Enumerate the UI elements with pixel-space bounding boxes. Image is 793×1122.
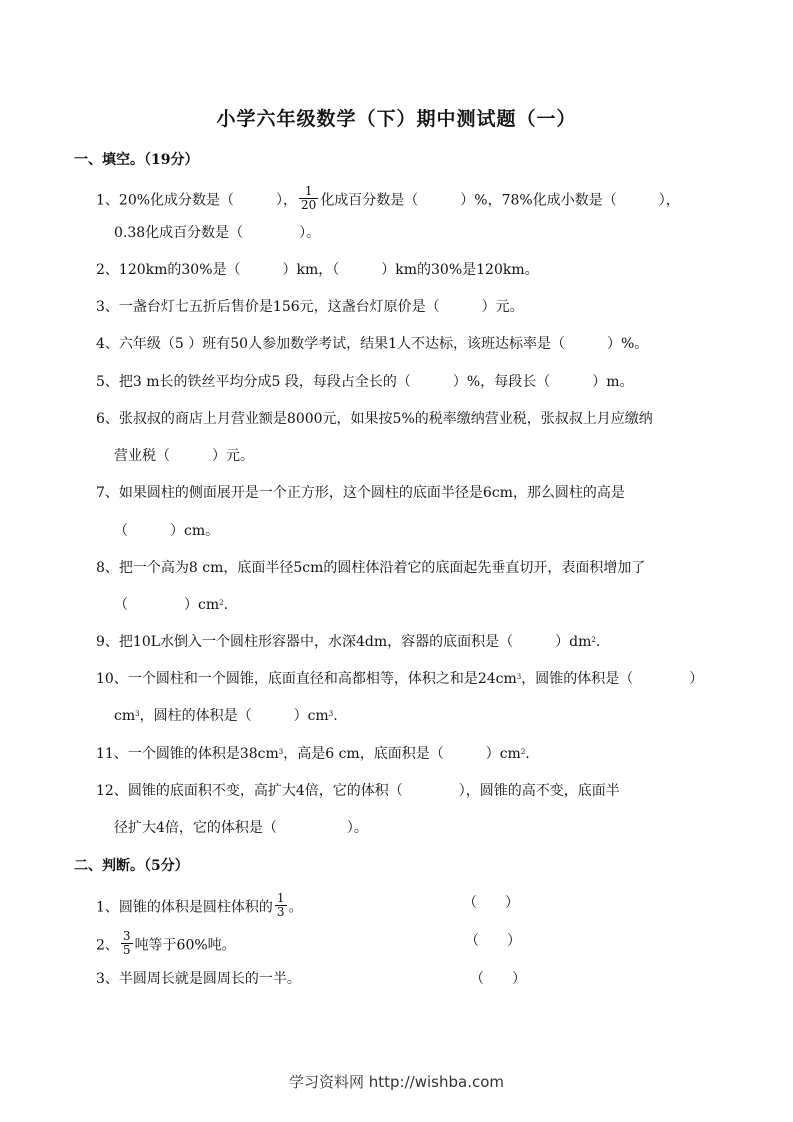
question-1 [96, 184, 680, 214]
fraction-1-3 [275, 892, 287, 919]
q10-exponent-a: 3 [516, 673, 522, 681]
judgment-1-answer: （ ） [463, 895, 519, 911]
fraction-3-5 [121, 930, 133, 957]
q11-text: 11、一个圆锥的体积是38cm [96, 746, 279, 762]
q9-text: 9、把10L水倒入一个圆柱形容器中，水深4dm，容器的底面积是（ ）dm [96, 634, 592, 650]
fraction-numerator: 3 [122, 929, 131, 943]
question-8-cont [114, 596, 228, 614]
q10-exponent-b: 3 [135, 710, 140, 718]
question-10 [96, 670, 703, 688]
question-12-cont: 径扩大4倍，它的体积是（ ）。 [114, 820, 368, 836]
question-4: 4、六年级（5 ）班有50人参加数学考试，结果1人不达标，该班达标率是（ ）%。 [96, 336, 649, 352]
q9-end: . [595, 634, 601, 650]
judgment-3-answer: （ ） [470, 971, 526, 987]
question-5: 5、把3 m长的铁丝平均分成5 段，每段占全长的（ ）%，每段长（ ）m。 [96, 374, 634, 390]
q11-exponent-b: 2 [520, 748, 526, 756]
q11-text-b: ，高是6 cm，底面积是（ ）cm [283, 746, 521, 762]
fraction-denominator: 3 [276, 905, 285, 919]
judgment-1 [96, 891, 303, 921]
q1-text-a: 1、20%化成分数是（ ）， [96, 192, 298, 209]
q10-unit: cm [114, 708, 136, 724]
q1-text-b: 化成百分数是（ ）%，78%化成小数是（ ）， [320, 192, 680, 209]
page-title: 小学六年级数学（下）期中测试题（一） [216, 108, 577, 130]
question-7-cont: （ ）cm。 [114, 523, 220, 539]
q9-exponent: 2 [591, 636, 596, 644]
q8-exponent: 2 [219, 599, 224, 607]
judgment-2-answer: （ ） [465, 933, 521, 949]
fraction-numerator: 1 [276, 891, 285, 905]
footer-watermark: 学习资料网 http://wishba.com [289, 1073, 504, 1091]
question-7: 7、如果圆柱的侧面展开是一个正方形，这个圆柱的底面半径是6cm，那么圆柱的高是 [96, 485, 625, 501]
question-2: 2、120km的30%是（ ）km，（ ）km的30%是120km。 [96, 262, 539, 278]
q8-blank: （ ）cm [114, 597, 220, 613]
q11-exponent: 3 [278, 748, 284, 756]
question-6: 6、张叔叔的商店上月营业额是8000元，如果按5%的税率缴纳营业税，张叔叔上月应缴纳 [96, 411, 653, 427]
question-1-cont: 0.38化成百分数是（ ）。 [114, 225, 321, 241]
q10-text-b: ，圆柱的体积是（ ）cm [139, 708, 329, 724]
judgment-3: 3、半圆周长就是圆周长的一半。 [96, 971, 301, 987]
question-3: 3、一盏台灯七五折后售价是156元，这盏台灯原价是（ ）元。 [96, 299, 524, 315]
j2-text: 2、 [96, 937, 119, 954]
q10-end: . [333, 708, 338, 724]
fraction-1-20 [299, 185, 318, 212]
question-10-cont [114, 707, 338, 725]
section-1-heading: 一、填空。（19分） [74, 152, 199, 168]
q10-exponent-c: 3 [328, 710, 334, 718]
fraction-denominator: 5 [122, 943, 131, 957]
question-11 [96, 745, 530, 763]
j1-text: 1、圆锥的体积是圆柱体积的 [96, 899, 273, 916]
q11-end: . [525, 746, 530, 762]
question-6-cont: 营业税（ ）元。 [114, 448, 254, 464]
q10-text-a-end: ，圆锥的体积是（ ） [521, 671, 704, 687]
q8-end: . [223, 597, 229, 613]
question-12: 12、圆锥的底面积不变，高扩大4倍，它的体积（ ），圆锥的高不变，底面半 [96, 783, 620, 799]
q10-text-a: 10、一个圆柱和一个圆锥，底面直径和高都相等，体积之和是24cm [96, 671, 517, 687]
section-2-heading: 二、判断。（5分） [74, 858, 189, 874]
question-9 [96, 633, 600, 651]
j2-text-end: 吨等于60%吨。 [134, 937, 236, 954]
fraction-denominator: 20 [301, 198, 317, 212]
judgment-2 [96, 929, 236, 959]
fraction-numerator: 1 [299, 185, 318, 199]
j1-end: 。 [288, 899, 303, 916]
question-8: 8、把一个高为8 cm，底面半径5cm的圆柱体沿着它的底面起先垂直切开，表面积增加了 [96, 560, 646, 576]
